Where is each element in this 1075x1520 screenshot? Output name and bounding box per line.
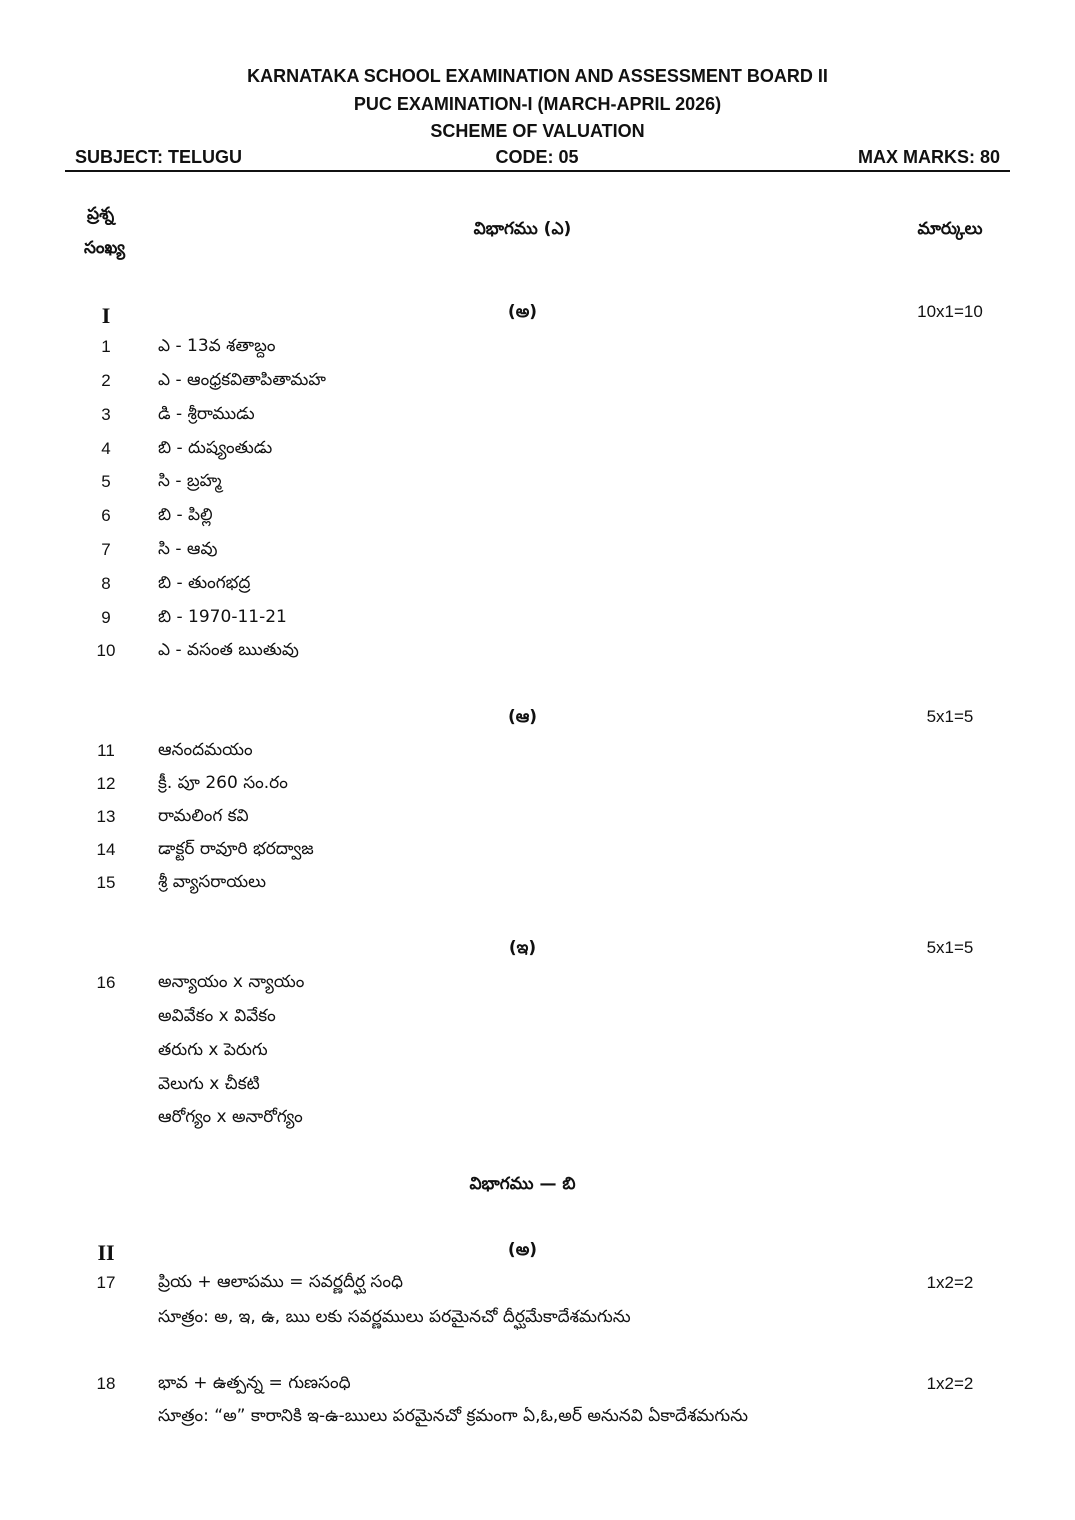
answer-text: రామలింగ కవి	[158, 806, 249, 826]
code-label: CODE: 05	[495, 147, 579, 167]
answer-text: సి - బ్రహ్మ	[158, 471, 222, 491]
answer-text: సి - ఆవు	[158, 539, 218, 559]
answer-text: ఎ - ఆంధ్రకవితాపితామహ	[158, 370, 326, 390]
question-number: 14	[96, 840, 116, 859]
question-number: 4	[101, 439, 111, 458]
subsection-label: (ఇ)	[508, 938, 537, 958]
question-number: 16	[96, 973, 116, 992]
header-rule	[65, 170, 1010, 172]
question-number: 7	[101, 540, 111, 559]
subject-label: SUBJECT: TELUGU	[75, 147, 243, 167]
marks-heading: మార్కులు	[917, 219, 983, 239]
sandhi-rule: సూత్రం: అ, ఇ, ఉ, ఋ లకు సవర్ణములు పరమైనచో దీర్ఘమేకాదేశమగును	[158, 1307, 631, 1327]
answer-text: బి - పిల్లి	[158, 505, 213, 525]
subsection-label: (ఆ)	[507, 707, 538, 727]
answer-text: శ్రీ వ్యాసరాయలు	[158, 872, 267, 892]
question-number: 10	[96, 641, 116, 660]
answer-text: బి - 1970-11-21	[158, 607, 287, 627]
qno-heading-line2: సంఖ్య	[84, 238, 125, 258]
qno-heading-line1: ప్రశ్న	[87, 204, 115, 224]
subsection-label: (అ)	[507, 1240, 538, 1260]
max-marks-label: MAX MARKS: 80	[857, 147, 1000, 167]
section-heading: విభాగము (ఎ)	[473, 219, 572, 239]
part-b-title: విభాగము — బి	[469, 1174, 576, 1194]
question-number: 13	[96, 807, 116, 826]
question-number: 11	[97, 741, 115, 760]
subsection-label: (అ)	[507, 302, 538, 322]
antonym-line: అవివేకం x వివేకం	[158, 1006, 276, 1026]
exam-title: PUC EXAMINATION-I (MARCH-APRIL 2026)	[353, 94, 722, 114]
antonym-line: అన్యాయం x న్యాయం	[158, 972, 305, 992]
answer-text: డి - శ్రీరాముడు	[158, 404, 255, 424]
answer-text: డాక్టర్ రావూరి భరద్వాజ	[158, 839, 314, 859]
question-number: 9	[101, 608, 111, 627]
question-number: 18	[96, 1374, 116, 1393]
answer-text: బి - తుంగభద్ర	[158, 573, 251, 593]
subsection-marks: 5x1=5	[926, 938, 974, 957]
question-number: 1	[101, 337, 111, 356]
antonym-line: వెలుగు x చీకటి	[158, 1074, 260, 1094]
subsection-marks: 5x1=5	[926, 707, 974, 726]
question-number: 15	[96, 873, 116, 892]
answer-text: ఎ - 13వ శతాబ్దం	[158, 336, 276, 356]
antonym-line: తరుగు x పెరుగు	[158, 1040, 268, 1060]
question-number: 12	[96, 774, 116, 793]
antonym-line: ఆరోగ్యం x అనారోగ్యం	[158, 1107, 303, 1127]
board-title: KARNATAKA SCHOOL EXAMINATION AND ASSESSMENT BOARD II	[247, 66, 828, 86]
question-number: 2	[101, 371, 111, 390]
question-number: 17	[96, 1273, 116, 1292]
sandhi-answer: ప్రియ + ఆలాపము = సవర్ణదీర్ఘ సంధి	[158, 1272, 403, 1292]
scheme-title: SCHEME OF VALUATION	[430, 121, 645, 141]
part-roman-2: II	[97, 1240, 115, 1265]
question-number: 8	[101, 574, 111, 593]
answer-text: ఆనందమయం	[158, 740, 253, 760]
sandhi-answer: భావ + ఉత్పన్న = గుణసంధి	[158, 1373, 351, 1393]
subsection-marks: 10x1=10	[917, 302, 983, 321]
question-marks: 1x2=2	[926, 1374, 974, 1393]
answer-text: బి - దుష్యంతుడు	[158, 438, 273, 458]
question-number: 5	[101, 472, 111, 491]
sandhi-rule: సూత్రం: “అ” కారానికి ఇ-ఉ-ఋలు పరమైనచో క్రమంగా ఏ,ఓ,అర్ అనునవి ఏకాదేశమగును	[158, 1406, 749, 1426]
answer-text: ఎ - వసంత ఋతువు	[158, 640, 299, 660]
question-number: 6	[101, 506, 111, 525]
question-number: 3	[101, 405, 111, 424]
answer-text: క్రీ. పూ 260 సం.రం	[158, 773, 288, 793]
question-marks: 1x2=2	[926, 1273, 974, 1292]
part-roman-1: I	[101, 303, 111, 328]
